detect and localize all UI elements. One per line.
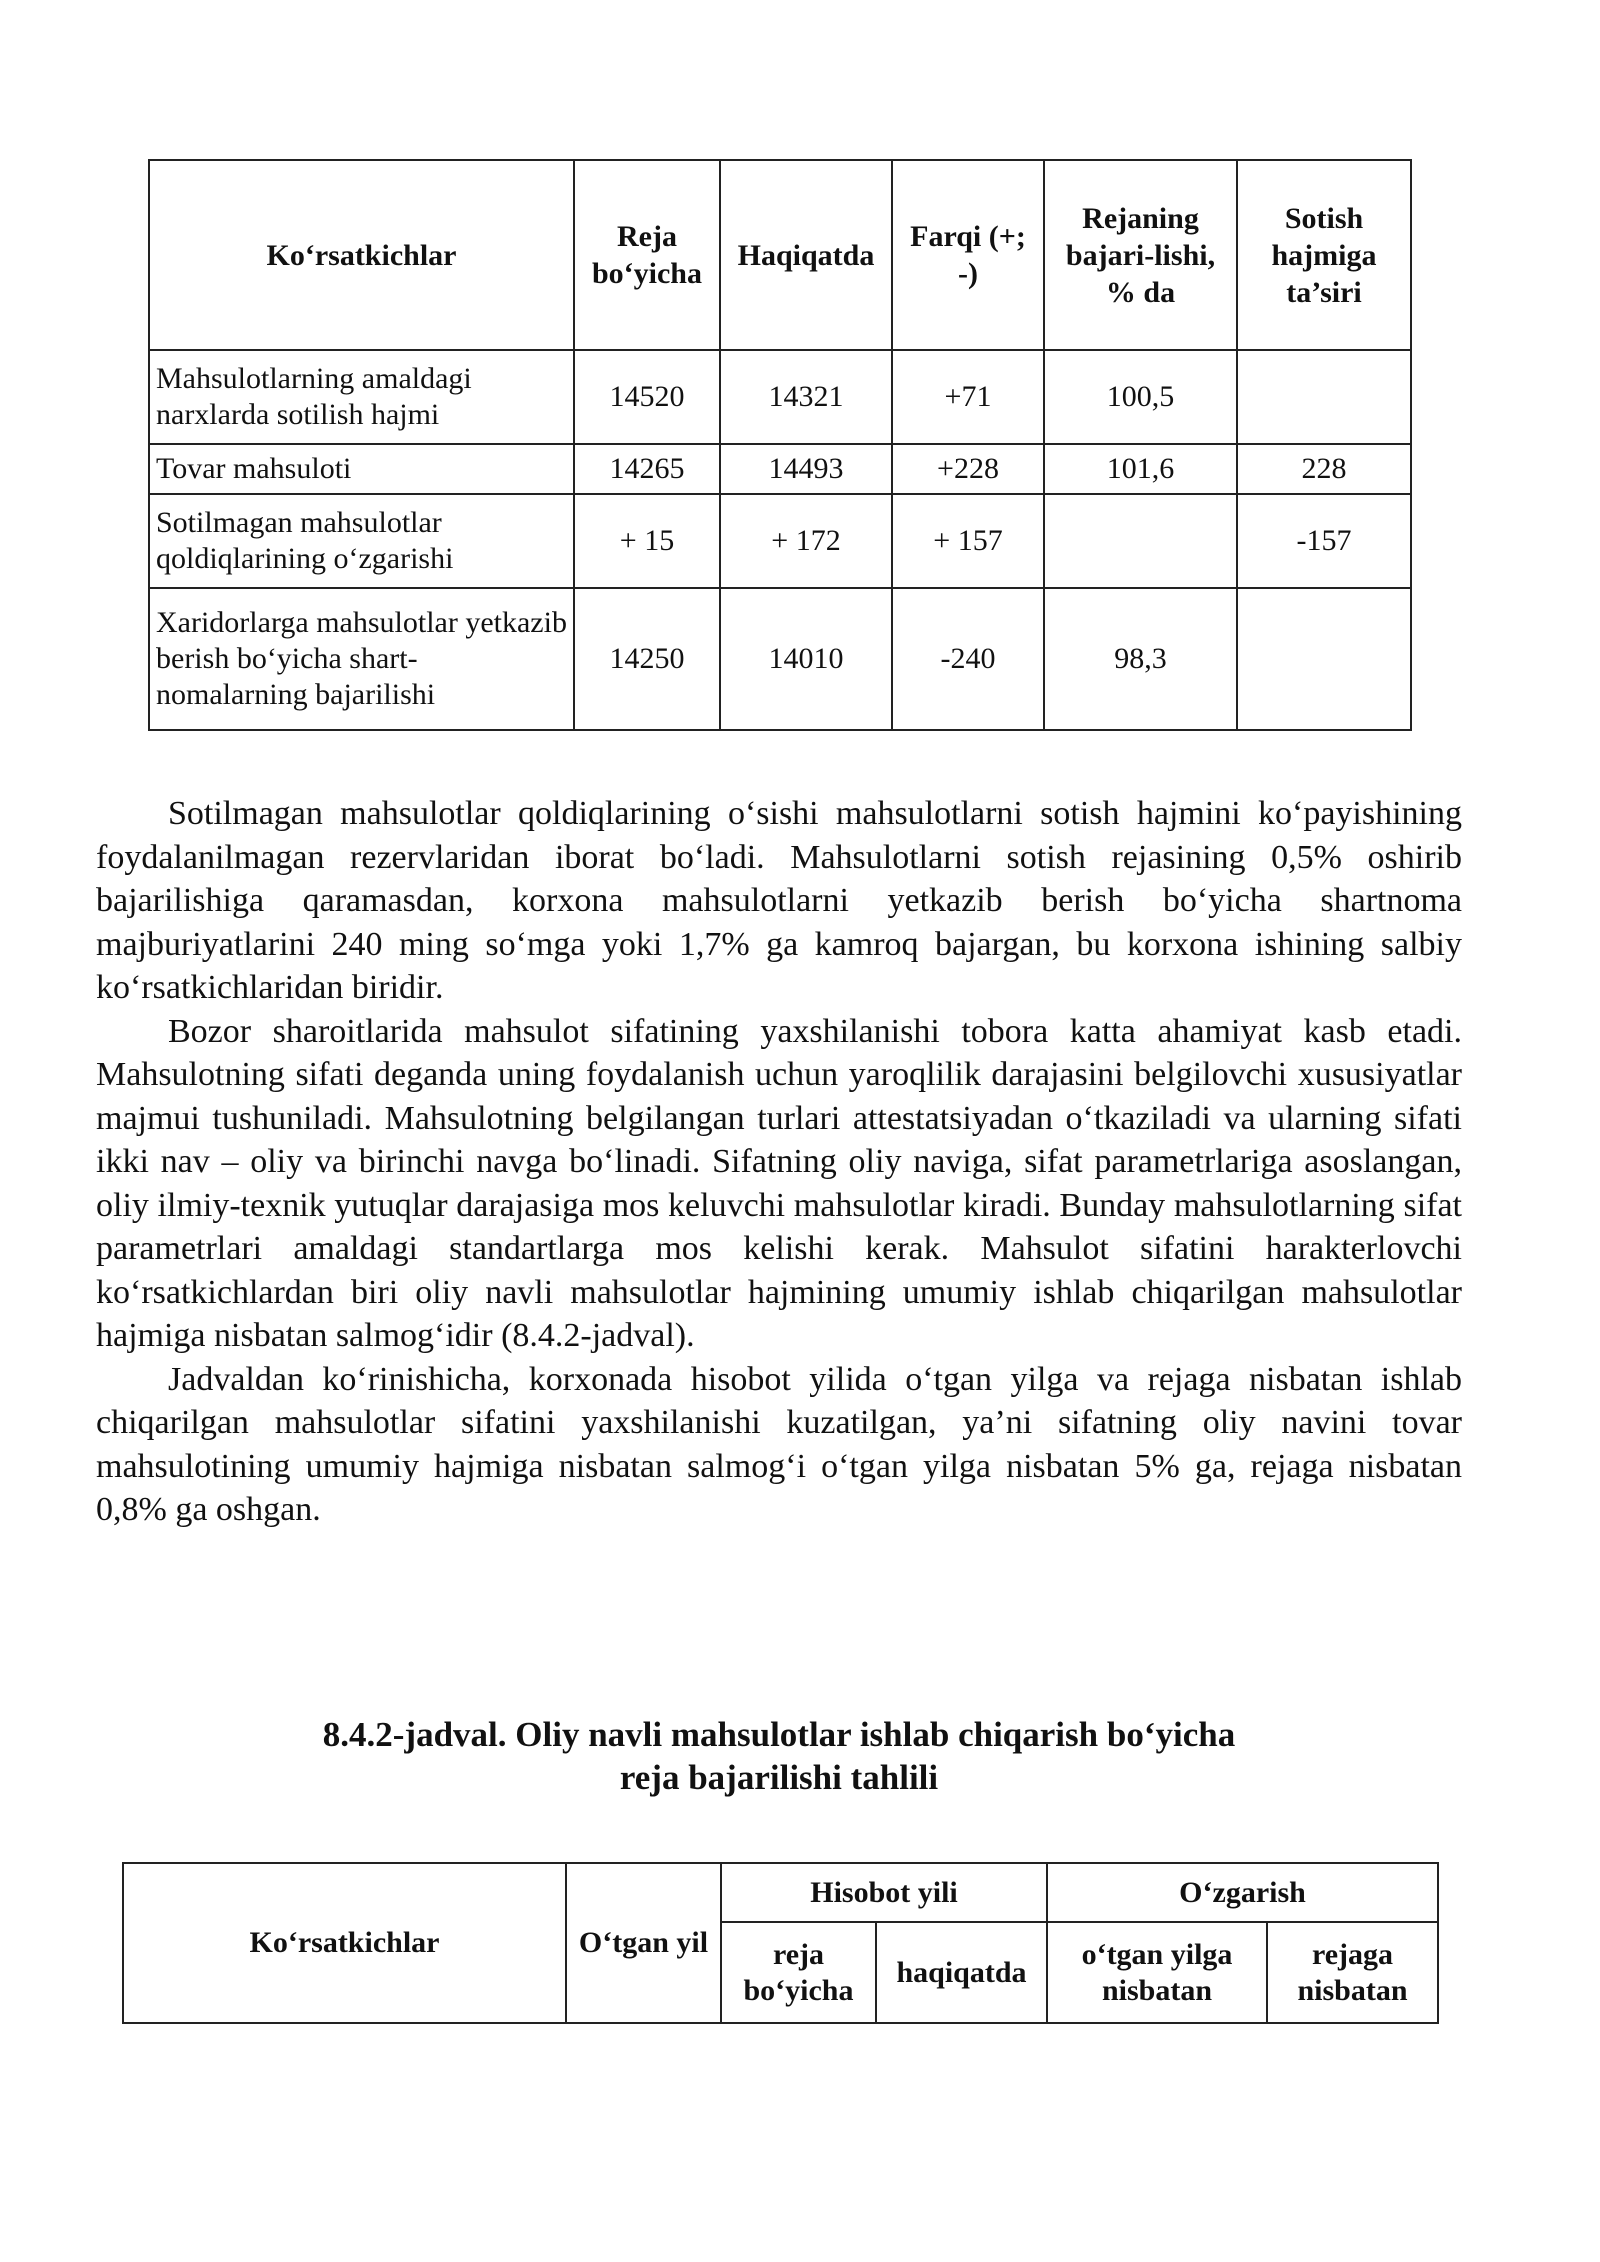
cell-impact: 228: [1237, 444, 1411, 494]
header-vs-previous-year: o‘tgan yilga nisbatan: [1047, 1922, 1267, 2023]
cell-plan: 14265: [574, 444, 720, 494]
table-header-row: [123, 1863, 1438, 1922]
cell-impact: [1237, 588, 1411, 730]
premium-products-table: [122, 1862, 1439, 2024]
caption-line: reja bajarilishi tahlili: [619, 1758, 939, 1797]
cell-fulfillment: 101,6: [1044, 444, 1237, 494]
cell-fulfillment: 98,3: [1044, 588, 1237, 730]
header-difference: Farqi (+; -): [892, 160, 1044, 350]
header-indicators: Ko‘rsatkichlar: [123, 1863, 566, 2023]
row-label: Tovar mahsuloti: [149, 444, 574, 494]
cell-difference: + 157: [892, 494, 1044, 588]
cell-difference: +71: [892, 350, 1044, 444]
table-header-row: [149, 160, 1411, 350]
row-label: Mahsulotlarning amaldagi narxlarda sotilish hajmi: [149, 350, 574, 444]
cell-actual: + 172: [720, 494, 892, 588]
header-indicators: Ko‘rsatkichlar: [149, 160, 574, 350]
header-plan: Reja bo‘yicha: [574, 160, 720, 350]
row-label: Xaridorlarga mahsulotlar yetkazib berish bo‘yicha shart-nomalarning bajarilishi: [149, 588, 574, 730]
cell-difference: +228: [892, 444, 1044, 494]
body-text: [96, 792, 1462, 1532]
table-row: [149, 444, 1411, 494]
paragraph: Bozor sharoitlarida mahsulot sifatining yaxshilanishi tobora katta ahamiyat kasb etadi. Mahsulotning sifati deganda uning foydalanish uchun yaroqlilik darajasini belgilovchi xususiyatlar majmui tushuniladi. Mahsulotning belgilangan turlari attestatsiyadan o‘tkaziladi va ularning sifati ikki nav – oliy va birinchi navga bo‘linadi. Sifatning oliy naviga, sifat parametrlariga asoslangan, oliy ilmiy-texnik yutuqlar darajasiga mos keluvchi mahsulotlar kiradi. Bunday mahsulotlarning sifat parametrlari amaldagi standartlarga mos kelishi kerak. Mahsulot sifatini harakterlovchi ko‘rsatkichlardan biri oliy navli mahsulotlar hajmining umumiy ishlab chiqarilgan mahsulotlar hajmiga nisbatan salmog‘idir (8.4.2-jadval).: [96, 1012, 1462, 1354]
table-row: [149, 350, 1411, 444]
cell-fulfillment: [1044, 494, 1237, 588]
header-vs-plan: rejaga nisbatan: [1267, 1922, 1438, 2023]
cell-actual: 14321: [720, 350, 892, 444]
cell-plan: 14250: [574, 588, 720, 730]
sales-plan-table: [148, 159, 1412, 731]
cell-impact: -157: [1237, 494, 1411, 588]
cell-actual: 14010: [720, 588, 892, 730]
header-previous-year: O‘tgan yil: [566, 1863, 721, 2023]
table-caption: [148, 1713, 1410, 1799]
header-plan-fulfillment: Rejaning bajari-lishi, % da: [1044, 160, 1237, 350]
row-label: Sotilmagan mahsulotlar qoldiqlarining o‘zgarishi: [149, 494, 574, 588]
header-sales-impact: Sotish hajmiga ta’siri: [1237, 160, 1411, 350]
header-actual: haqiqatda: [876, 1922, 1047, 2023]
paragraph: Jadvaldan ko‘rinishicha, korxonada hisobot yilida o‘tgan yilga va rejaga nisbatan ishlab chiqarilgan mahsulotlar sifatini yaxshilanishi kuzatilgan, ya’ni sifatning oliy navini tovar mahsulotining umumiy hajmiga nisbatan salmog‘i o‘tgan yilga nisbatan 5% ga, rejaga nisbatan 0,8% ga oshgan.: [96, 1360, 1462, 1528]
cell-actual: 14493: [720, 444, 892, 494]
cell-plan: 14520: [574, 350, 720, 444]
cell-plan: + 15: [574, 494, 720, 588]
table-row: [149, 588, 1411, 730]
header-actual: Haqiqatda: [720, 160, 892, 350]
cell-fulfillment: 100,5: [1044, 350, 1237, 444]
table-row: [149, 494, 1411, 588]
header-change: O‘zgarish: [1047, 1863, 1438, 1922]
header-plan: reja bo‘yicha: [721, 1922, 876, 2023]
cell-impact: [1237, 350, 1411, 444]
paragraph: Sotilmagan mahsulotlar qoldiqlarining o‘sishi mahsulotlarni sotish hajmini ko‘payishining foydalanilmagan rezervlaridan iborat bo‘ladi. Mahsulotlarni sotish rejasining 0,5% oshirib bajarilishiga qaramasdan, korxona mahsulotlarni yetkazib berish bo‘yicha shartnoma majburiyatlarini 240 ming so‘mga yoki 1,7% ga kamroq bajargan, bu korxona ishining salbiy ko‘rsatkichlaridan biridir.: [96, 795, 1462, 1006]
caption-line: 8.4.2-jadval. Oliy navli mahsulotlar ishlab chiqarish bo‘yicha: [322, 1715, 1236, 1754]
header-report-year: Hisobot yili: [721, 1863, 1047, 1922]
cell-difference: -240: [892, 588, 1044, 730]
